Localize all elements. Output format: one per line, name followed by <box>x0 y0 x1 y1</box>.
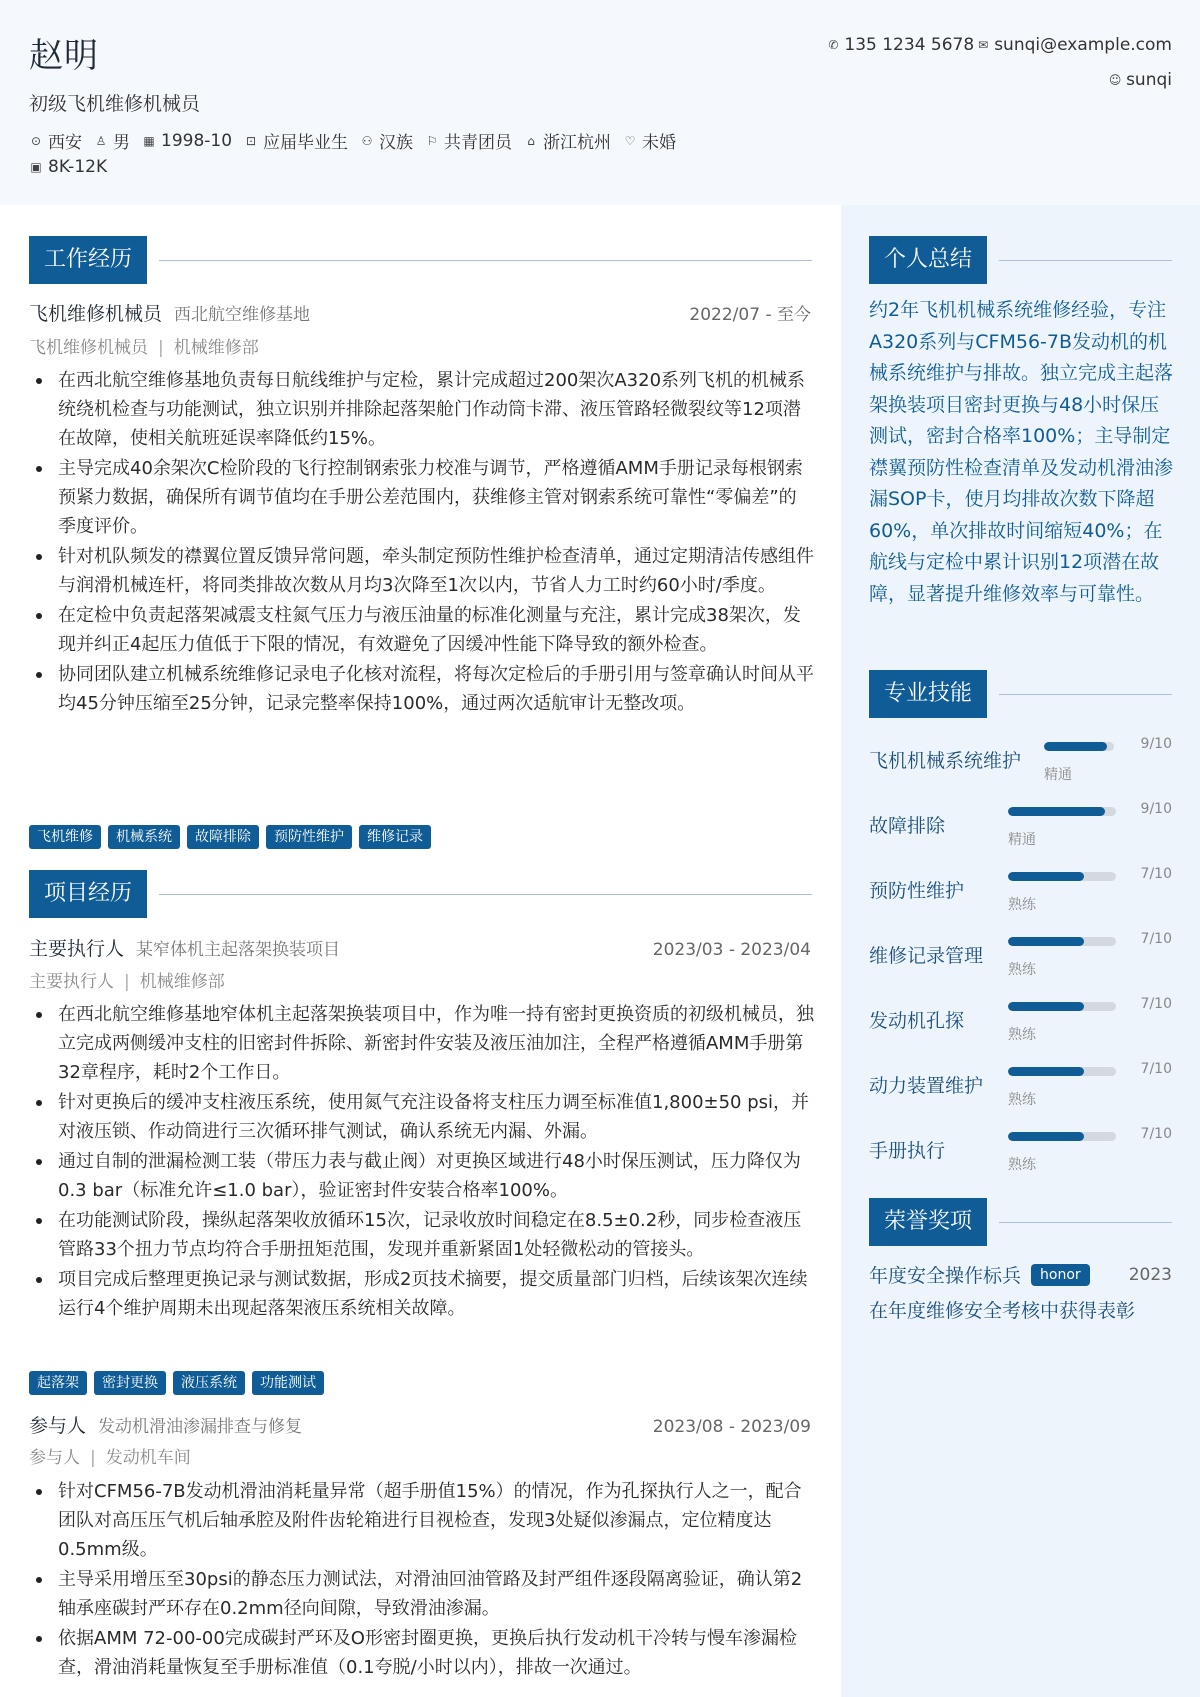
section-divider <box>159 894 812 895</box>
candidate-name: 赵明 <box>29 36 99 76</box>
info-hometown: ⌂ 浙江杭州 <box>524 128 611 153</box>
skill-bar-fill <box>1008 1002 1084 1011</box>
section-title: 个人总结 <box>869 236 987 284</box>
project-tags <box>29 1371 331 1395</box>
work-entry-sub: 飞机维修机械员 | 机械维修部 <box>29 338 259 358</box>
mail-icon: ✉ <box>978 38 989 52</box>
list-item: 主导采用增压至30psi的静态压力测试法，对滑油回油管路及封严组件逐段隔离验证，确认第2轴承座碳封严环存在0.2mm径向间隙，导致滑油渗漏。 <box>29 1565 814 1623</box>
skill-level: 熟练 <box>1008 1027 1036 1043</box>
salary-row <box>29 157 119 177</box>
tag: 机械系统 <box>108 825 180 849</box>
skill-item <box>869 858 1172 918</box>
list-item: 协同团队建立机械系统维修记录电子化核对流程，将每次定检后的手册引用与签章确认时间从平均45分钟压缩至25分钟，记录完整率保持100%，通过两次适航审计无整改项。 <box>29 660 814 718</box>
skill-item <box>869 1118 1172 1178</box>
skill-level: 精通 <box>1008 832 1036 848</box>
entry-role: 主要执行人 <box>29 938 125 960</box>
info-salary: ▣ 8K-12K <box>30 157 108 177</box>
info-marital: ♡ 未婚 <box>624 133 677 153</box>
separator: | <box>158 338 164 358</box>
project-entry-header <box>29 1411 811 1438</box>
skill-bar-fill <box>1008 937 1084 946</box>
info-birth: ▦ 1998-10 <box>143 130 233 151</box>
list-item: 针对更换后的缓冲支柱液压系统，使用氮气充注设备将支柱压力调至标准值1,800±50 psi，并对液压锁、作动筒进行三次循环排气测试，确认系统无内漏、外漏。 <box>29 1088 814 1146</box>
skill-item <box>869 988 1172 1048</box>
wechat-icon: ☺ <box>1108 73 1122 87</box>
skill-item <box>869 923 1172 983</box>
briefcase-icon: ⊡ <box>246 133 257 148</box>
skill-bar <box>1044 742 1114 751</box>
entry-date: 2023/03 - 2023/04 <box>652 940 811 960</box>
award-name: 年度安全操作标兵 <box>869 1265 1022 1287</box>
email-address[interactable]: sunqi@example.com <box>994 35 1172 55</box>
work-bullets <box>29 366 814 719</box>
list-item: 在西北航空维修基地窄体机主起落架换装项目中，作为唯一持有密封更换资质的初级机械员，独立完成两侧缓冲支柱的旧密封件拆除、新密封件安装及液压油加注，全程严格遵循AMM手册第32章程序，耗时2个工作日。 <box>29 1000 814 1087</box>
section-work <box>29 236 812 284</box>
contact-row <box>826 35 1172 55</box>
skill-item <box>869 1053 1172 1113</box>
skill-score: 7/10 <box>1140 1061 1172 1077</box>
wechat-id: sunqi <box>1126 70 1172 90</box>
skill-score: 7/10 <box>1140 996 1172 1012</box>
list-item: 针对CFM56-7B发动机滑油消耗量异常（超手册值15%）的情况，作为孔探执行人之一，配合团队对高压压气机后轴承腔及附件齿轮箱进行目视检查，发现3处疑似渗漏点，定位精度达0.5mm级。 <box>29 1477 814 1564</box>
award-description: 在年度维修安全考核中获得表彰 <box>869 1300 1136 1322</box>
tag: 飞机维修 <box>29 825 101 849</box>
skill-level: 精通 <box>1044 767 1072 783</box>
skill-level: 熟练 <box>1008 1092 1036 1108</box>
skill-score: 7/10 <box>1140 931 1172 947</box>
section-divider <box>999 694 1172 695</box>
info-ethnicity: ⚇ 汉族 <box>361 133 414 153</box>
tag: 密封更换 <box>94 1371 166 1395</box>
skill-level: 熟练 <box>1008 962 1036 978</box>
skill-bar-fill <box>1008 1132 1084 1141</box>
skill-name: 飞机机械系统维护 <box>869 750 1022 772</box>
skill-bar-fill <box>1008 1067 1084 1076</box>
skill-score: 7/10 <box>1140 866 1172 882</box>
section-title: 项目经历 <box>29 870 147 918</box>
skill-bar <box>1008 937 1116 946</box>
list-item: 针对机队频发的襟翼位置反馈异常问题，牵头制定预防性维护检查清单，通过定期清洁传感组件与润滑机械连杆，将同类排故次数从月均3次降至1次以内，节省人力工时约60小时/季度。 <box>29 542 814 600</box>
list-item: 通过自制的泄漏检测工装（带压力表与截止阀）对更换区域进行48小时保压测试，压力降仅为0.3 bar（标准允许≤1.0 bar），验证密封件安装合格率100%。 <box>29 1147 814 1205</box>
skill-bar-fill <box>1044 742 1107 751</box>
project-entry-sub: 主要执行人 | 机械维修部 <box>29 972 225 992</box>
list-item: 项目完成后整理更换记录与测试数据，形成2页技术摘要，提交质量部门归档，后续该架次连续运行4个维护周期未出现起落架液压系统相关故障。 <box>29 1265 814 1323</box>
list-item: 主导完成40余架次C检阶段的飞行控制钢索张力校准与调节，严格遵循AMM手册记录每根钢索预紧力数据，确保所有调节值均在手册公差范围内，获维修主管对钢索系统可靠性“零偏差”的季度评价。 <box>29 454 814 541</box>
project-bullets <box>29 1000 814 1324</box>
entry-date: 2022/07 - 至今 <box>689 305 811 325</box>
home-icon: ⌂ <box>527 133 535 148</box>
job-title: 初级飞机维修机械员 <box>29 93 201 115</box>
section-honors <box>869 1198 1172 1246</box>
flag-icon: ⚐ <box>426 133 438 148</box>
entry-role: 飞机维修机械员 <box>29 303 163 325</box>
skill-name: 故障排除 <box>869 815 946 837</box>
info-status: ⊡ 应届毕业生 <box>246 133 349 153</box>
section-title: 专业技能 <box>869 670 987 718</box>
tag: 起落架 <box>29 1371 87 1395</box>
wechat-row <box>1108 70 1172 90</box>
project-bullets <box>29 1477 814 1683</box>
skill-bar <box>1008 1002 1116 1011</box>
award-badge: honor <box>1031 1264 1090 1286</box>
skill-bar <box>1008 807 1116 816</box>
heart-icon: ♡ <box>624 133 636 148</box>
skill-bar-fill <box>1008 872 1084 881</box>
tag: 故障排除 <box>187 825 259 849</box>
section-divider <box>159 260 812 261</box>
section-project <box>29 870 812 918</box>
work-entry-header <box>29 299 811 326</box>
work-tags <box>29 825 438 849</box>
list-item: 依据AMM 72-00-00完成碳封严环及O形密封圈更换，更换后执行发动机干冷转与慢车渗漏检查，滑油消耗量恢复至手册标准值（0.1夸脱/小时以内），排故一次通过。 <box>29 1624 814 1682</box>
calendar-icon: ▦ <box>143 133 155 148</box>
list-item: 在定检中负责起落架减震支柱氮气压力与液压油量的标准化测量与充注，累计完成38架次，发现并纠正4起压力值低于下限的情况，有效避免了因缓冲性能下降导致的额外检查。 <box>29 601 814 659</box>
tag: 维修记录 <box>359 825 431 849</box>
people-icon: ⚇ <box>361 133 373 148</box>
skill-level: 熟练 <box>1008 897 1036 913</box>
section-title: 工作经历 <box>29 236 147 284</box>
section-divider <box>999 1222 1172 1223</box>
section-title: 荣誉奖项 <box>869 1198 987 1246</box>
entry-role: 参与人 <box>29 1415 87 1437</box>
skill-bar <box>1008 1067 1116 1076</box>
tag: 液压系统 <box>173 1371 245 1395</box>
info-gender: ♙ 男 <box>95 133 130 153</box>
resume-header <box>0 0 1200 205</box>
phone-number[interactable]: 135 1234 5678 <box>844 35 975 55</box>
skill-score: 9/10 <box>1140 736 1172 752</box>
entry-org: 发动机滑油渗漏排查与修复 <box>98 1417 303 1437</box>
skill-bar-fill <box>1008 807 1105 816</box>
skill-score: 9/10 <box>1140 801 1172 817</box>
entry-org: 某窄体机主起落架换装项目 <box>136 940 341 960</box>
list-item: 在功能测试阶段，操纵起落架收放循环15次，记录收放时间稳定在8.5±0.2秒，同步检查液压管路33个扭力节点均符合手册扭矩范围，发现并重新紧固1处轻微松动的管接头。 <box>29 1206 814 1264</box>
skill-name: 维修记录管理 <box>869 945 984 967</box>
entry-org: 西北航空维修基地 <box>174 305 311 325</box>
section-divider <box>999 260 1172 261</box>
separator: | <box>124 972 130 992</box>
project-entry-sub: 参与人 | 发动机车间 <box>29 1448 191 1468</box>
skill-item <box>869 793 1172 853</box>
section-skills <box>869 670 1172 718</box>
project-entry-header <box>29 934 811 961</box>
tag: 预防性维护 <box>266 825 352 849</box>
phone-icon: ✆ <box>828 38 839 52</box>
entry-date: 2023/08 - 2023/09 <box>652 1417 811 1437</box>
tag: 功能测试 <box>252 1371 324 1395</box>
user-icon: ♙ <box>95 133 107 148</box>
skill-item <box>869 728 1172 788</box>
section-summary <box>869 236 1172 284</box>
summary-text: 约2年飞机机械系统维修经验，专注A320系列与CFM56-7B发动机的机械系统维护与排故。独立完成主起落架换装项目密封更换与48小时保压测试，密封合格率100%；主导制定襟翼预防性检查清单及发动机滑油渗漏SOP卡，使月均排故次数下降超60%，单次排故时间缩短40%；在航线与定检中累计识别12项潜在故障，显著提升维修效率与可靠性。 <box>869 299 1174 605</box>
skill-level: 熟练 <box>1008 1157 1036 1173</box>
award-item <box>869 1261 1172 1288</box>
skill-name: 动力装置维护 <box>869 1075 984 1097</box>
location-icon: ⊙ <box>30 133 42 148</box>
list-item: 在西北航空维修基地负责每日航线维护与定检，累计完成超过200架次A320系列飞机的机械系统绕机检查与功能测试，独立识别并排除起落架舱门作动筒卡滞、液压管路轻微裂纹等12项潜在故障，使相关航班延误率降低约15%。 <box>29 366 814 453</box>
award-year: 2023 <box>1128 1264 1172 1285</box>
skill-name: 发动机孔探 <box>869 1010 965 1032</box>
info-location: ⊙ 西安 <box>30 133 82 153</box>
money-icon: ▣ <box>30 160 42 174</box>
skill-name: 手册执行 <box>869 1140 946 1162</box>
skill-bar <box>1008 872 1116 881</box>
personal-info-row <box>29 128 688 153</box>
separator: | <box>90 1448 96 1468</box>
skill-score: 7/10 <box>1140 1126 1172 1142</box>
skill-bar <box>1008 1132 1116 1141</box>
info-political: ⚐ 共青团员 <box>426 133 513 153</box>
skill-name: 预防性维护 <box>869 880 965 902</box>
